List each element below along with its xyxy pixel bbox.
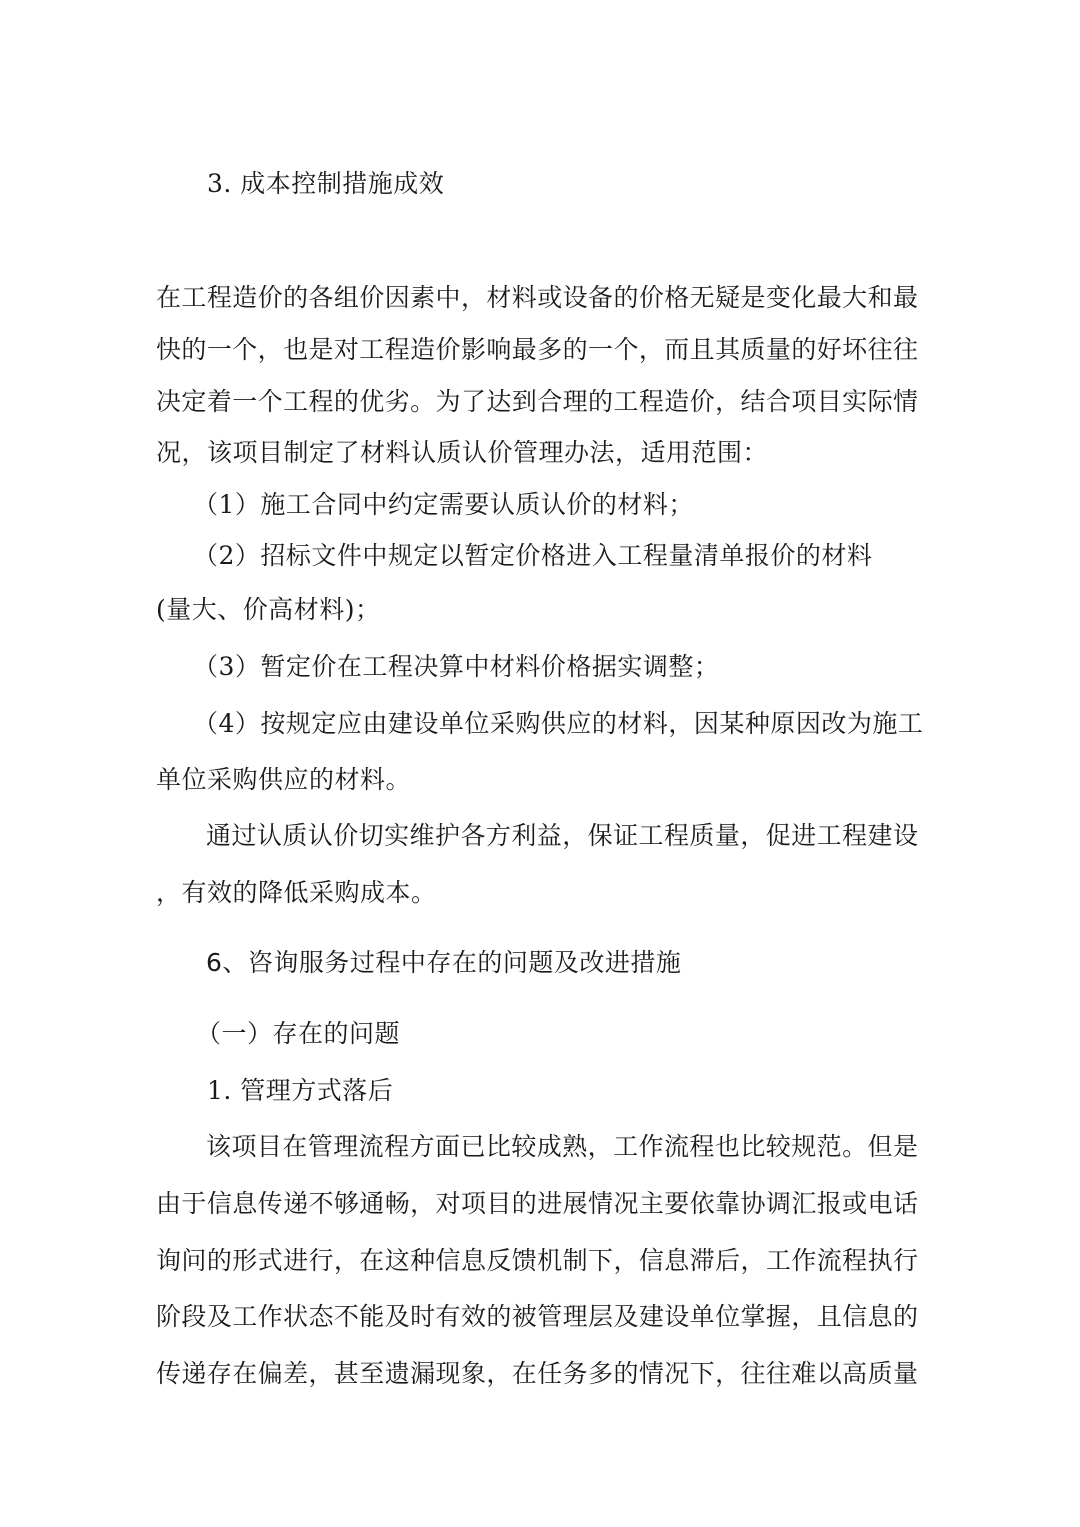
item-heading: 1. 管理方式落后 — [207, 1076, 394, 1105]
para3-line-2: 由于信息传递不够通畅，对项目的进展情况主要依靠协调汇报或电话 — [156, 1189, 918, 1218]
list-item-2-continued: (量大、价高材料)； — [156, 595, 381, 624]
para3-line-1: 该项目在管理流程方面已比较成熟，工作流程也比较规范。但是 — [206, 1132, 918, 1161]
para2-line-2: ，有效的降低采购成本。 — [156, 878, 437, 907]
list-item-4-continued: 单位采购供应的材料。 — [156, 765, 412, 794]
list-item-2: （2）招标文件中规定以暂定价格进入工程量清单报价的材料 — [193, 541, 873, 570]
para3-line-5: 传递存在偏差，甚至遗漏现象，在任务多的情况下，往往难以高质量 — [156, 1359, 918, 1388]
para1-line-3: 决定着一个工程的优劣。为了达到合理的工程造价，结合项目实际情 — [156, 387, 918, 416]
sub-heading: （一）存在的问题 — [196, 1019, 401, 1048]
para1-line-2: 快的一个，也是对工程造价影响最多的一个，而且其质量的好坏往往 — [156, 335, 918, 364]
para1-line-1: 在工程造价的各组价因素中，材料或设备的价格无疑是变化最大和最 — [156, 283, 918, 312]
list-item-3: （3）暂定价在工程决算中材料价格据实调整； — [193, 652, 720, 681]
para2-line-1: 通过认质认价切实维护各方利益，保证工程质量，促进工程建设 — [206, 821, 918, 850]
list-item-1: （1）施工合同中约定需要认质认价的材料； — [193, 490, 694, 519]
para3-line-4: 阶段及工作状态不能及时有效的被管理层及建设单位掌握，且信息的 — [156, 1302, 918, 1331]
section-heading: 3. 成本控制措施成效 — [207, 169, 445, 198]
list-item-4: （4）按规定应由建设单位采购供应的材料，因某种原因改为施工 — [193, 709, 924, 738]
chapter-heading: 6、咨询服务过程中存在的问题及改进措施 — [206, 948, 682, 977]
para1-line-4: 况，该项目制定了材料认质认价管理办法，适用范围： — [156, 438, 769, 467]
para3-line-3: 询问的形式进行，在这种信息反馈机制下，信息滞后，工作流程执行 — [156, 1246, 918, 1275]
